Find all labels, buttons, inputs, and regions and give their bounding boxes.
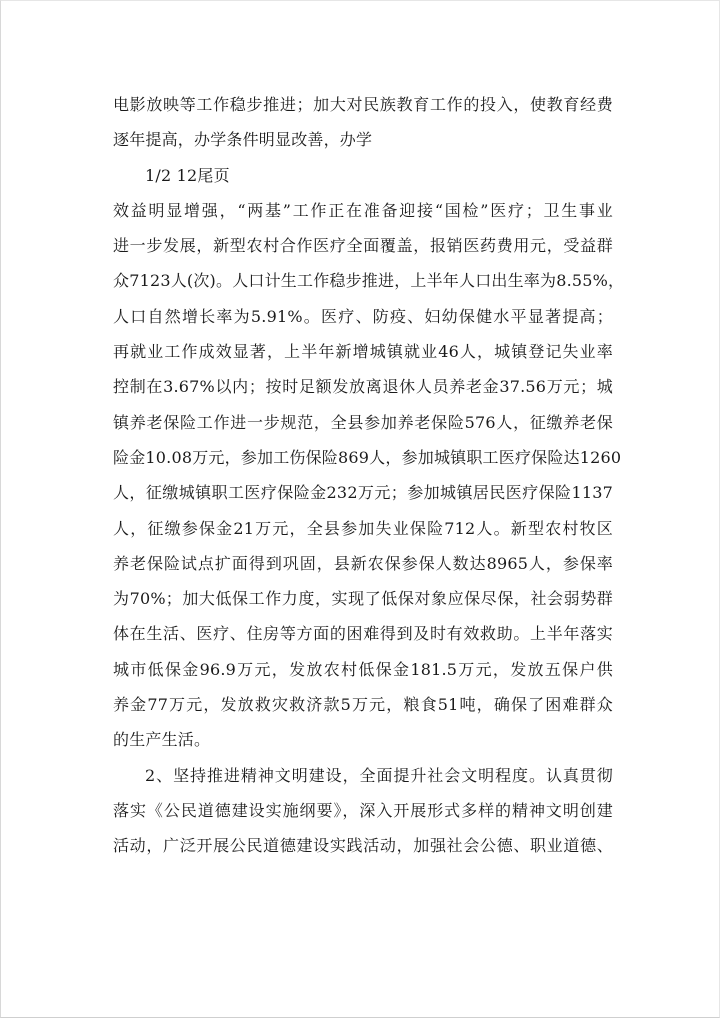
document-body [113, 87, 625, 864]
page-indicator: 1/2 12尾页 [145, 165, 230, 185]
text-line: 体在生活、医疗、住房等方面的困难得到及时有效救助。上半年落实 [113, 624, 613, 644]
paragraph-start: 2、坚持推进精神文明建设，全面提升社会文明程度。认真贯彻 [145, 765, 613, 785]
text-line: 逐年提高，办学条件明显改善，办学 [113, 130, 373, 150]
text-line: 人，征缴城镇职工医疗保险金232万元；参加城镇居民医疗保险1137 [113, 483, 613, 503]
text-line: 效益明显增强，“两基”工作正在准备迎接“国检”医疗；卫生事业 [113, 200, 613, 220]
text-line: 落实《公民道德建设实施纲要》，深入开展形式多样的精神文明创建 [113, 800, 613, 820]
text-line: 活动，广泛开展公民道德建设实践活动，加强社会公德、职业道德、 [113, 836, 613, 856]
text-line: 控制在3.67%以内；按时足额发放离退休人员养老金37.56万元；城 [113, 377, 613, 397]
text-line: 的生产生活。 [113, 730, 211, 750]
text-line: 城市低保金96.9万元，发放农村低保金181.5万元，发放五保户供 [113, 659, 613, 679]
text-line: 镇养老保险工作进一步规范，全县参加养老保险576人，征缴养老保 [113, 412, 613, 432]
text-line: 电影放映等工作稳步推进；加大对民族教育工作的投入，使教育经费 [113, 95, 613, 114]
text-line: 人口自然增长率为5.91%。医疗、防疫、妇幼保健水平显著提高； [113, 306, 613, 326]
text-line: 养金77万元，发放救灾救济款5万元，粮食51吨，确保了困难群众 [113, 695, 613, 715]
text-line: 为70%；加大低保工作力度，实现了低保对象应保尽保，社会弱势群 [113, 589, 613, 609]
text-line: 险金10.08万元，参加工伤保险869人，参加城镇职工医疗保险达1260 [113, 447, 622, 467]
text-line: 进一步发展，新型农村合作医疗全面覆盖，报销医药费用元，受益群 [113, 236, 613, 256]
text-line: 养老保险试点扩面得到巩固，县新农保参保人数达8965人，参保率 [113, 553, 613, 573]
text-line: 众7123人(次)。人口计生工作稳步推进，上半年人口出生率为8.55%， [113, 271, 625, 291]
text-line: 人，征缴参保金21万元，全县参加失业保险712人。新型农村牧区 [113, 518, 613, 538]
text-line: 再就业工作成效显著，上半年新增城镇就业46人，城镇登记失业率 [113, 342, 613, 362]
